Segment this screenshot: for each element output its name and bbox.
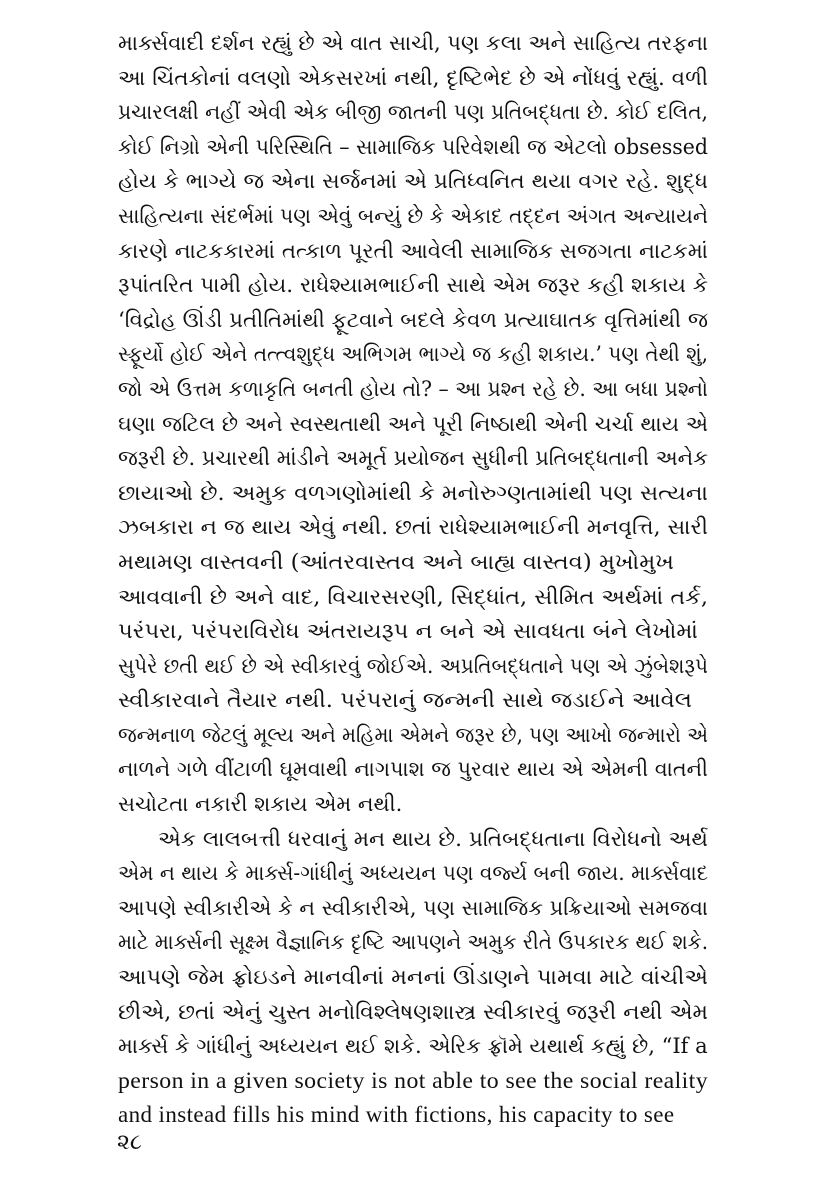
text-line: person in a given society is not able to see the social reality: [118, 1067, 708, 1093]
text-line: આવવાની છે અને વાદ, વિચારસરણી, સિદ્ધાંત, સીમિત અર્થમાં તર્ક,: [118, 584, 708, 609]
text-line: જો એ ઉત્તમ કળાકૃતિ બનતી હોય તો? – આ પ્રશ્ન રહે છે. આ બધા પ્રશ્નો: [118, 376, 708, 401]
text-line: સ્વીકારવાને તૈયાર નથી. પરંપરાનું જન્મની સાથે જડાઈને આવેલ: [118, 688, 692, 713]
text-line: and instead fills his mind with fictions, his capacity to see: [118, 1102, 675, 1128]
text-line: કોઈ નિગ્રો એની પરિસ્થિતિ – સામાજિક પરિવેશથી જ એટલો obsessed: [118, 134, 708, 159]
text-line: છીએ, છતાં એનું ચુસ્ત મનોવિશ્લેષણશાસ્ત્ર સ્વીકારવું જરૂરી નથી એમ: [118, 999, 708, 1024]
text-line: એમ ન થાય કે માર્ક્સ-ગાંધીનું અધ્યયન પણ વર્જ્ય બની જાય. માર્ક્સવાદ: [118, 861, 708, 886]
text-line: પરંપરા, પરંપરાવિરોધ અંતરાયરૂપ ન બને એ સાવધતા બંને લેખોમાં: [118, 619, 698, 644]
text-line: સ્ફૂર્યો હોઈ એને તત્ત્વશુદ્ધ અભિગમ ભાગ્યે જ કહી શકાય.’ પણ તેથી શું,: [118, 342, 708, 367]
text-line: માટે માર્ક્સની સૂક્ષ્મ વૈજ્ઞાનિક દૃષ્ટિ આપણને અમુક રીતે ઉપકારક થઈ શકે.: [118, 930, 708, 955]
text-line: પ્રચારલક્ષી નહીં એવી એક બીજી જાતની પણ પ્રતિબદ્ધતા છે. કોઈ દલિત,: [118, 100, 708, 125]
paragraph-1: [118, 26, 708, 822]
text-line: જરૂરી છે. પ્રચારથી માંડીને અમૂર્ત પ્રયોજન સુધીની પ્રતિબદ્ધતાની અનેક: [118, 446, 708, 471]
text-line: સચોટતા નકારી શકાય એમ નથી.: [118, 792, 403, 817]
text-line: સુપેરે છતી થઈ છે એ સ્વીકારવું જોઈએ. અપ્રતિબદ્ધતાને પણ એ ઝુંબેશરૂપે: [118, 653, 708, 678]
text-line: આપણે જેમ ફ્રોઇડને માનવીનાં મનનાં ઊંડાણને પામવા માટે વાંચીએ: [118, 965, 708, 990]
text-line: આપણે સ્વીકારીએ કે ન સ્વીકારીએ, પણ સામાજિક પ્રક્રિયાઓ સમજવા: [118, 895, 708, 920]
text-line: મથામણ વાસ્તવની (આંતરવાસ્તવ અને બાહ્ય વાસ્તવ) મુખોમુખ: [118, 549, 674, 574]
english-quote: [118, 1064, 708, 1133]
text-line: આ ચિંતકોનાં વલણો એકસરખાં નથી, દૃષ્ટિભેદ છે એ નોંધવું રહ્યું. વળી: [118, 65, 708, 90]
text-line: ‘વિદ્રોહ ઊંડી પ્રતીતિમાંથી ફૂટવાને બદલે કેવળ પ્રત્યાઘાતક વૃત્તિમાંથી જ: [118, 307, 708, 332]
text-line: નાળને ગળે વીંટાળી ઘૂમવાથી નાગપાશ જ પુરવાર થાય એ એમની વાતની: [118, 757, 708, 782]
text-line: કારણે નાટકકારમાં તત્કાળ પૂરતી આવેલી સામાજિક સજગતા નાટકમાં: [118, 238, 708, 263]
text-line: માર્ક્સવાદી દર્શન રહ્યું છે એ વાત સાચી, પણ કલા અને સાહિત્ય તરફના: [118, 31, 708, 55]
text-line: માર્ક્સ કે ગાંધીનું અધ્યયન થઈ શકે. એરિક ફ્રૉમે યથાર્થ કહ્યું છે, “If a: [118, 1034, 708, 1059]
text-line: ઘણા જટિલ છે અને સ્વસ્થતાથી અને પૂરી નિષ્ઠાથી એની ચર્ચા થાય એ: [118, 411, 708, 436]
text-line: જન્મનાળ જેટલું મૂલ્ય અને મહિમા એમને જરૂર છે, પણ આખો જન્મારો એ: [118, 722, 708, 747]
text-line: ઝબકારા ન જ થાય એવું નથી. છતાં રાધેશ્યામભાઈની મનવૃત્તિ, સારી: [118, 515, 708, 540]
text-line: હોય કે ભાગ્યે જ એના સર્જનમાં એ પ્રતિધ્વનિત થયા વગર રહે. શુદ્ધ: [118, 169, 708, 194]
text-line: છાયાઓ છે. અમુક વળગણોમાંથી કે મનોરુગ્ણતામાંથી પણ સત્યના: [118, 480, 708, 505]
text-line: એક લાલબત્તી ધરવાનું મન થાય છે. પ્રતિબદ્ધતાના વિરોધનો અર્થ: [158, 826, 708, 851]
page-number: ૨૮: [117, 1130, 143, 1155]
text-line: સાહિત્યના સંદર્ભમાં પણ એવું બન્યું છે કે એકાદ તદ્દન અંગત અન્યાયને: [118, 203, 708, 228]
paragraph-2: [118, 822, 708, 1064]
page-body: [118, 26, 708, 1133]
text-line: રૂપાંતરિત પામી હોય. રાધેશ્યામભાઈની સાથે એમ જરૂર કહી શકાય કે: [118, 273, 708, 298]
